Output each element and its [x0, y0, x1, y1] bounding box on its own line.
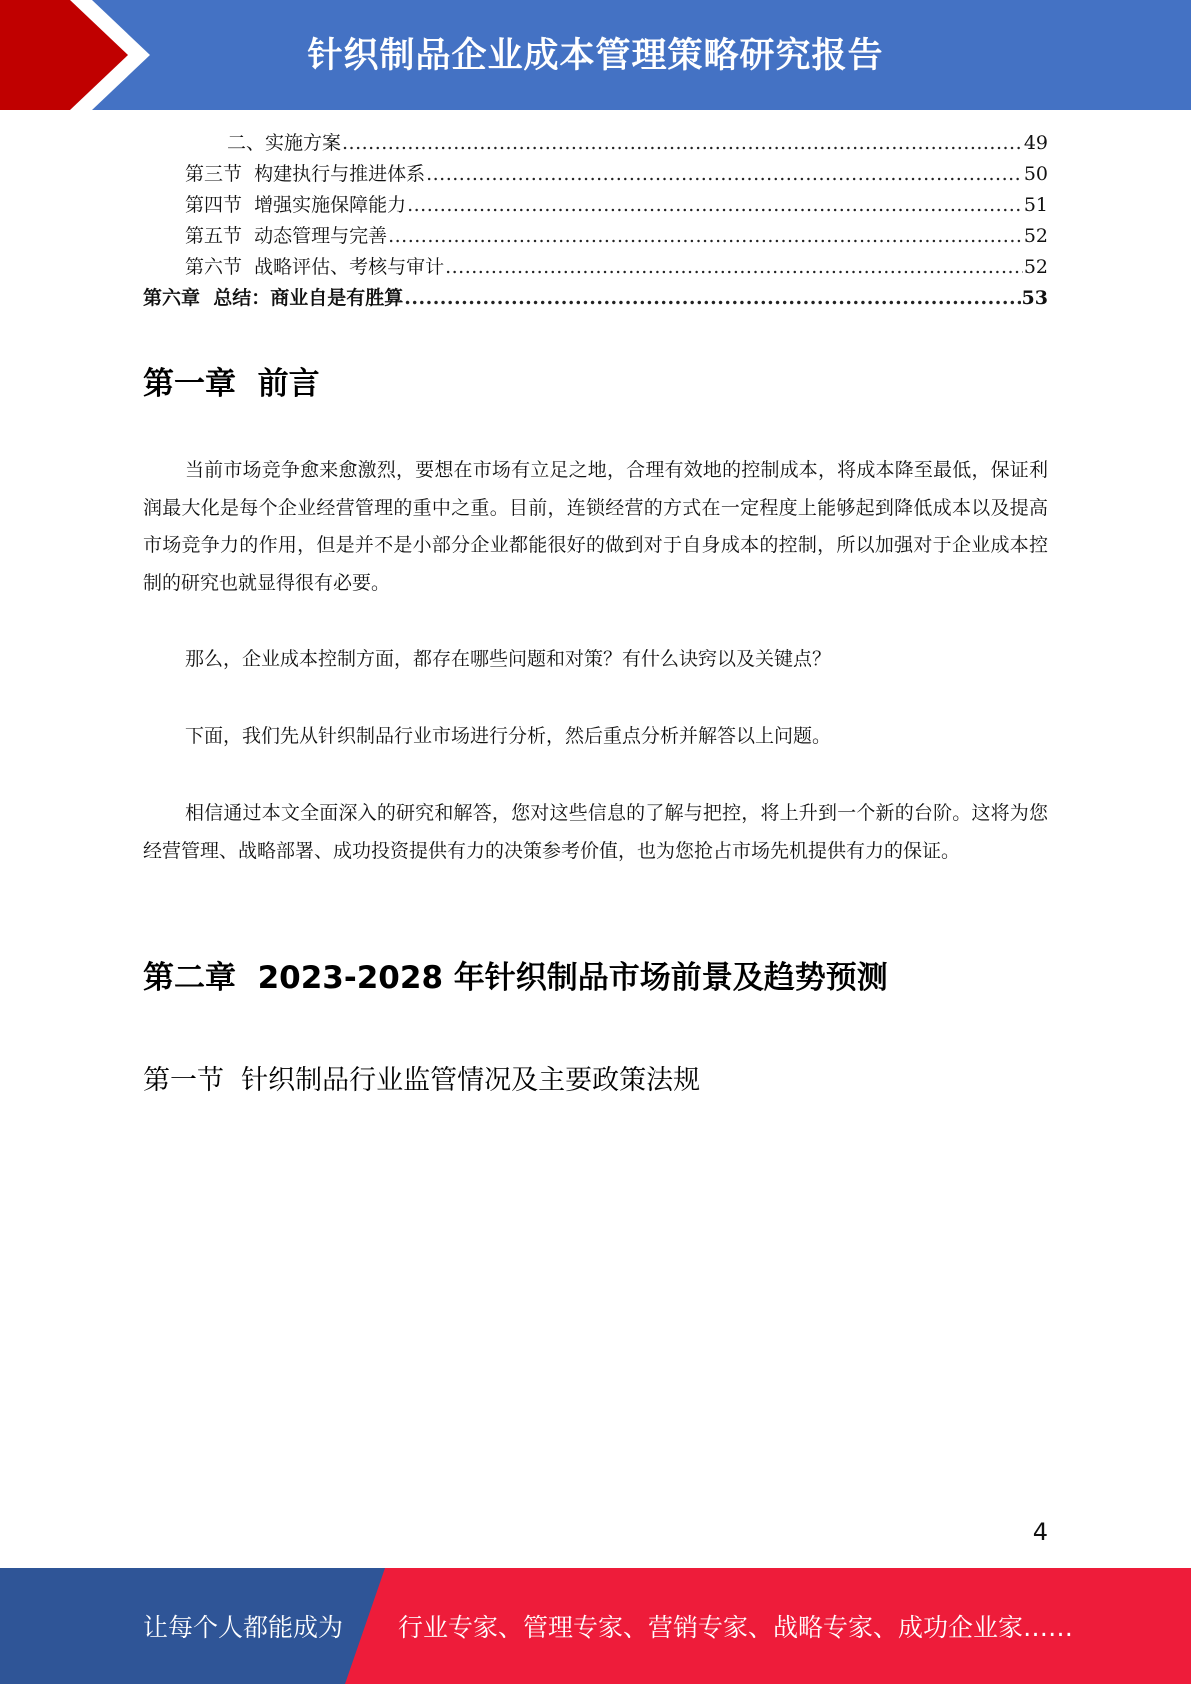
- toc-entry-label: 第四节 增强实施保障能力: [185, 194, 407, 216]
- body-paragraph: 那么，企业成本控制方面，都存在哪些问题和对策？有什么诀窍以及关键点？: [185, 648, 832, 670]
- page-footer: [0, 1568, 1191, 1684]
- section-heading: 第一节 针织制品行业监管情况及主要政策法规: [143, 1065, 701, 1096]
- toc-entry[interactable]: [143, 159, 1048, 190]
- toc-entry-label: 第六节 战略评估、考核与审计: [185, 256, 445, 278]
- toc-entry[interactable]: [143, 190, 1048, 221]
- toc-entry-chapter[interactable]: [143, 283, 1048, 314]
- toc-entry[interactable]: [143, 128, 1048, 159]
- toc-entry-label: 第五节 动态管理与完善: [185, 225, 388, 247]
- toc-leader: [388, 221, 1023, 252]
- body-paragraph: 相信通过本文全面深入的研究和解答，您对这些信息的了解与把控，将上升到一个新的台阶。这将为您经营管理、战略部署、成功投资提供有力的决策参考价值，也为您抢占市场先机提供有力的保证。: [143, 802, 1048, 862]
- chapter-heading: 第一章 前言: [143, 366, 320, 402]
- toc-entry-label: 二、实施方案: [227, 132, 342, 154]
- toc-entry-label: 第六章 总结：商业自是有胜算: [143, 287, 404, 309]
- toc-entry-page: 52: [1023, 256, 1048, 278]
- toc-entry-page: 52: [1023, 225, 1048, 247]
- body-paragraph: 下面，我们先从针织制品行业市场进行分析，然后重点分析并解答以上问题。: [185, 725, 832, 747]
- chapter-heading: 第二章 2023-2028 年针织制品市场前景及趋势预测: [143, 960, 888, 996]
- toc-leader: [445, 252, 1023, 283]
- footer-slogan-left: 让每个人都能成为: [143, 1613, 344, 1642]
- page-header: [0, 0, 1191, 110]
- body-paragraph: 当前市场竞争愈来愈激烈，要想在市场有立足之地，合理有效地的控制成本，将成本降至最低，保证利润最大化是每个企业经营管理的重中之重。目前，连锁经营的方式在一定程度上能够起到降低成本以及提高市场竞争力的作用，但是并不是小部分企业都能很好的做到对于自身成本的控制，所以加强对于企业成本控制的研究也就显得很有必要。: [143, 459, 1048, 594]
- toc-entry-page: 50: [1023, 163, 1048, 185]
- toc-entry-page: 53: [1021, 287, 1048, 309]
- toc-entry-page: 49: [1023, 132, 1048, 154]
- toc-entry-label: 第三节 构建执行与推进体系: [185, 163, 426, 185]
- toc-leader: [407, 190, 1023, 221]
- toc-leader: [404, 283, 1020, 314]
- report-title: 针织制品企业成本管理策略研究报告: [307, 36, 884, 76]
- footer-slogan-right: 行业专家、管理专家、营销专家、战略专家、成功企业家……: [398, 1613, 1074, 1642]
- toc-leader: [426, 159, 1023, 190]
- toc-entry[interactable]: [143, 252, 1048, 283]
- table-of-contents: [143, 128, 1048, 314]
- toc-entry[interactable]: [143, 221, 1048, 252]
- toc-leader: [342, 128, 1023, 159]
- page-number: 4: [1032, 1518, 1048, 1546]
- toc-entry-page: 51: [1023, 194, 1048, 216]
